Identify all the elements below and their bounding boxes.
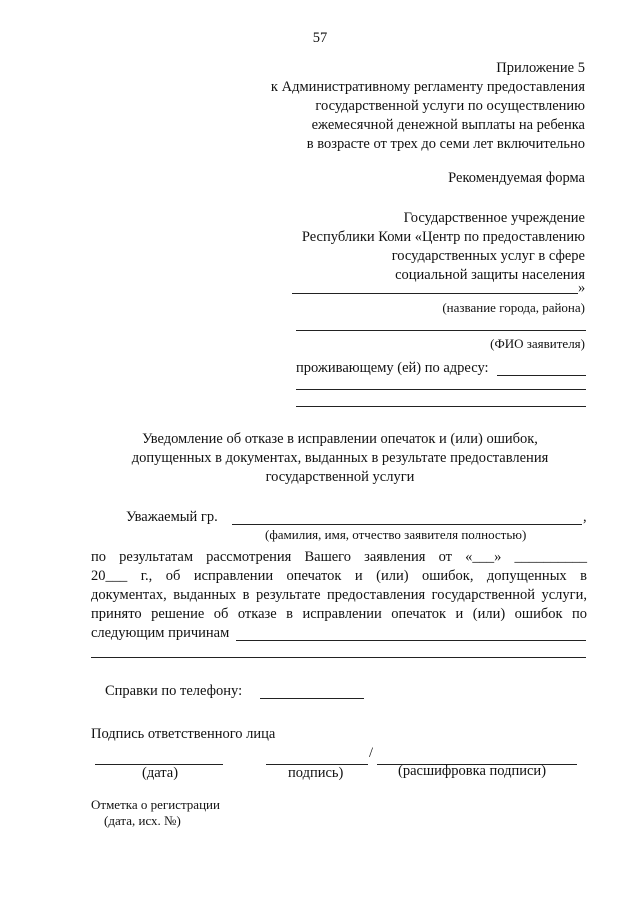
reasons-label: следующим причинам bbox=[91, 625, 230, 641]
notice-title-line-1: Уведомление об отказе в исправлении опечаток и (или) ошибок, bbox=[142, 431, 538, 447]
city-blank[interactable] bbox=[292, 293, 578, 294]
addressee-line-3: государственных услуг в сфере bbox=[391, 248, 585, 264]
paragraph-line-2: 20___ г., об исправлении опечаток и (или) ошибок, допущенных в bbox=[91, 568, 587, 584]
name-caption: (фамилия, имя, отчество заявителя полностью) bbox=[265, 527, 527, 542]
city-caption: (название города, района) bbox=[442, 300, 585, 315]
appendix-line-1: к Административному регламенту предоставления bbox=[270, 79, 585, 95]
appendix-line-3: ежемесячной денежной выплаты на ребенка bbox=[311, 117, 585, 133]
page-number: 57 bbox=[312, 30, 328, 46]
fio-caption: (ФИО заявителя) bbox=[490, 336, 585, 351]
addressee-line-4: социальной защиты населения bbox=[395, 267, 585, 283]
notice-title-line-2: допущенных в документах, выданных в результате предоставления bbox=[131, 450, 549, 466]
paragraph-line-3: документах, выданных в результате предоставления государственной услуги, bbox=[91, 587, 587, 603]
salutation: Уважаемый гр. bbox=[126, 509, 218, 525]
appendix-line-4: в возрасте от трех до семи лет включительно bbox=[306, 136, 585, 152]
registration-details: (дата, исх. №) bbox=[104, 813, 181, 828]
phone-blank[interactable] bbox=[260, 698, 364, 699]
appendix-line-2: государственной услуги по осуществлению bbox=[315, 98, 585, 114]
registration-mark: Отметка о регистрации bbox=[91, 797, 220, 812]
notice-title-line-3: государственной услуги bbox=[265, 469, 415, 485]
appendix-title: Приложение 5 bbox=[496, 60, 585, 76]
date-caption: (дата) bbox=[142, 765, 179, 781]
address-label: проживающему (ей) по адресу: bbox=[296, 360, 489, 376]
addressee-line-2: Республики Коми «Центр по предоставлению bbox=[301, 229, 585, 245]
addressee-line-1: Государственное учреждение bbox=[403, 210, 585, 226]
signature-title: Подпись ответственного лица bbox=[91, 726, 276, 742]
quote-close: » bbox=[578, 280, 586, 296]
salutation-comma: , bbox=[583, 509, 587, 525]
phone-label: Справки по телефону: bbox=[105, 683, 243, 699]
paragraph-line-1: по результатам рассмотрения Вашего заявления от «___» __________ bbox=[91, 549, 587, 565]
address-blank-2[interactable] bbox=[296, 389, 586, 390]
paragraph-line-4: принято решение об отказе в исправлении опечаток и (или) ошибок по bbox=[91, 606, 587, 622]
signature-caption: подпись) bbox=[288, 765, 344, 781]
signature-separator: / bbox=[369, 745, 374, 761]
applicant-name-blank[interactable] bbox=[232, 524, 582, 525]
reasons-blank-1[interactable] bbox=[236, 640, 586, 641]
form-note: Рекомендуемая форма bbox=[448, 170, 585, 186]
signature-decode-caption: (расшифровка подписи) bbox=[398, 763, 547, 779]
address-blank-3[interactable] bbox=[296, 406, 586, 407]
reasons-blank-2[interactable] bbox=[91, 657, 586, 658]
address-blank-1[interactable] bbox=[497, 375, 586, 376]
fio-blank[interactable] bbox=[296, 330, 586, 331]
